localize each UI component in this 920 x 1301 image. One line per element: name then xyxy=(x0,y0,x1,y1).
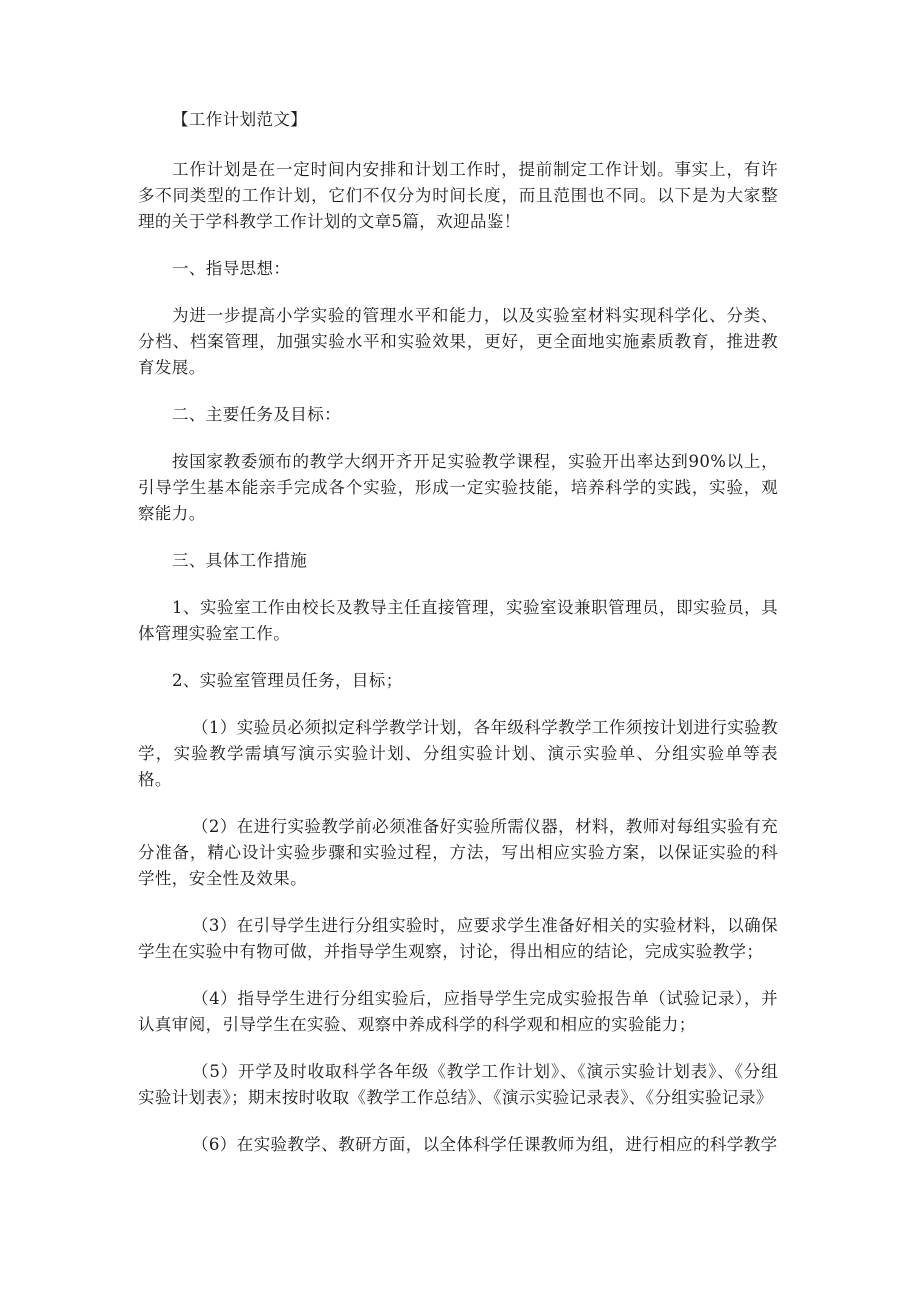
guiding-thought-paragraph: 为进一步提高小学实验的管理水平和能力，以及实验室材料实现科学化、分类、分档、档案管理，加强实验水平和实验效果，更好，更全面地实施素质教育，推进教育发展。 xyxy=(138,306,778,377)
section-heading-guiding-thought: 一、指导思想： xyxy=(172,259,291,278)
sub-item-6: （6）在实验教学、教研方面，以全体科学任课教师为组，进行相应的科学教学 xyxy=(192,1135,778,1154)
sub-item-1: （1）实验员必须拟定科学教学计划，各年级科学教学工作须按计划进行实验教学，实验教学需填写演示实验计划、分组实验计划、演示实验单、分组实验单等表格。 xyxy=(138,718,778,789)
main-tasks-paragraph: 按国家教委颁布的教学大纲开齐开足实验教学课程，实验开出率达到90%以上，引导学生基本能亲手完成各个实验，形成一定实验技能，培养科学的实践，实验，观察能力。 xyxy=(138,452,778,523)
section-heading-measures: 三、具体工作措施 xyxy=(172,551,308,570)
intro-paragraph: 工作计划是在一定时间内安排和计划工作时，提前制定工作计划。事实上，有许多不同类型的工作计划，它们不仅分为时间长度，而且范围也不同。以下是为大家整理的关于学科教学工作计划的文章5篇，欢迎品鉴！ xyxy=(138,160,778,231)
document-title: 【工作计划范文】 xyxy=(172,110,308,129)
measure-item-2: 2、实验室管理员任务，目标； xyxy=(172,671,403,690)
section-heading-main-tasks: 二、主要任务及目标： xyxy=(172,405,341,424)
sub-item-5: （5）开学及时收取科学各年级《教学工作计划》、《演示实验计划表》、《分组实验计划表》；期末按时收取《教学工作总结》、《演示实验记录表》、《分组实验记录》 xyxy=(138,1062,778,1107)
sub-item-3: （3）在引导学生进行分组实验时，应要求学生准备好相关的实验材料，以确保学生在实验中有物可做，并指导学生观察，讨论，得出相应的结论，完成实验教学； xyxy=(138,916,778,961)
measure-item-1: 1、实验室工作由校长及教导主任直接管理，实验室设兼职管理员，即实验员，具体管理实验室工作。 xyxy=(138,598,778,643)
document-body xyxy=(138,107,778,1179)
sub-item-2: （2）在进行实验教学前必须准备好实验所需仪器，材料，教师对每组实验有充分准备，精心设计实验步骤和实验过程，方法，写出相应实验方案，以保证实验的科学性，安全性及效果。 xyxy=(138,817,778,888)
sub-item-4: （4）指导学生进行分组实验后，应指导学生完成实验报告单（试验记录），并认真审阅，引导学生在实验、观察中养成科学的科学观和相应的实验能力； xyxy=(138,989,778,1034)
